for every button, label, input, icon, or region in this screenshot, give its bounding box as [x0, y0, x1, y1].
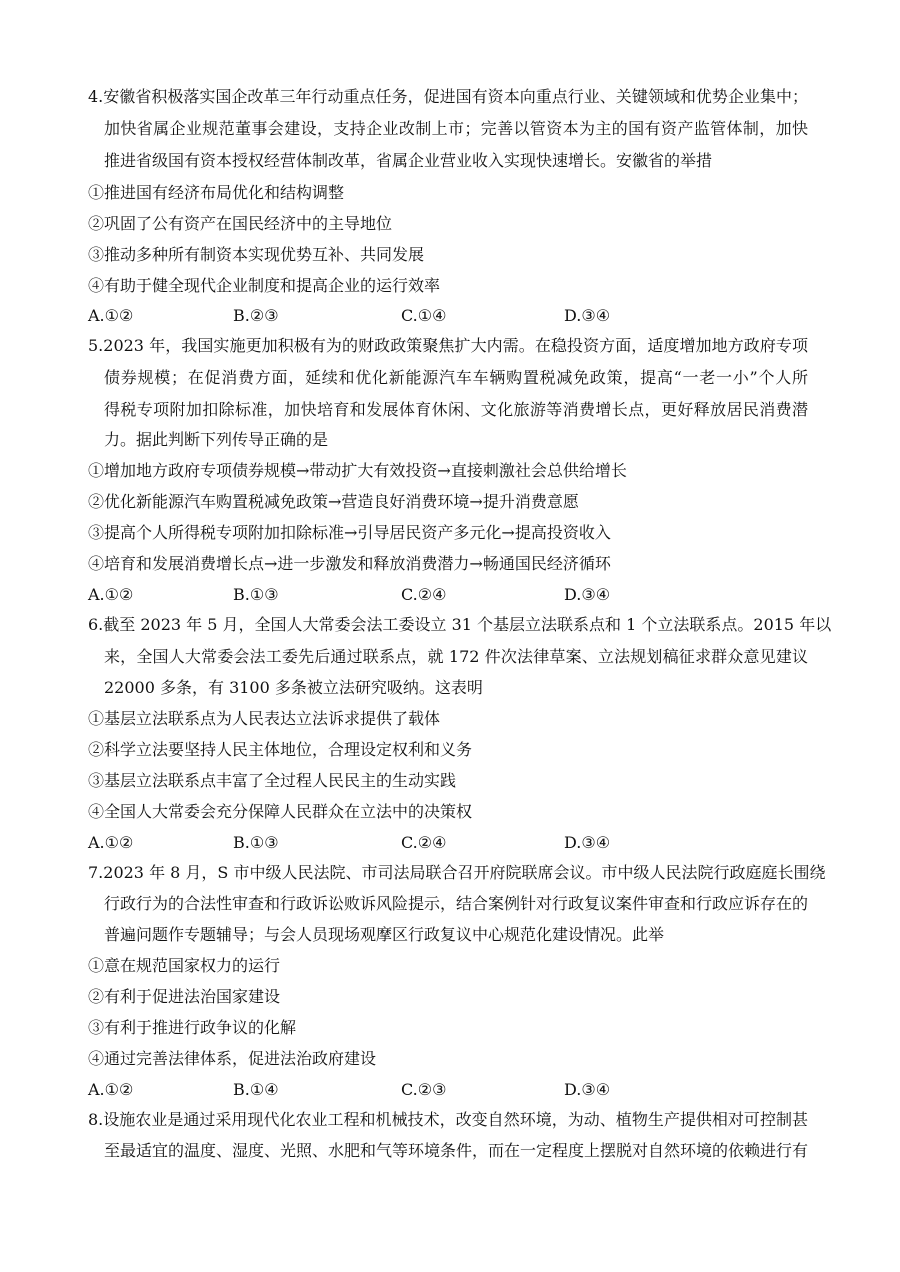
q6-stem-line-3: 22000 多条，有 3100 多条被立法研究吸纳。这表明: [104, 678, 483, 697]
q5-option-3: ③提高个人所得税专项附加扣除标准→引导居民资产多元化→提高投资收入: [88, 523, 611, 542]
q4-choice-d: D.③④: [564, 306, 611, 325]
q5-choice-d: D.③④: [564, 585, 611, 604]
q5-choices: [88, 584, 808, 606]
q6-stem-line-1: 6.截至 2023 年 5 月，全国人大常委会法工委设立 31 个基层立法联系点和 1 个立法联系点。2015 年以: [88, 615, 832, 634]
q7-choice-b: B.①④: [233, 1080, 279, 1099]
q4-choice-c: C.①④: [401, 306, 447, 325]
q4-choices: [88, 305, 808, 327]
q6-choices: [88, 832, 808, 854]
q5-option-2: ②优化新能源汽车购置税减免政策→营造良好消费环境→提升消费意愿: [88, 492, 579, 511]
q8-stem-line-2: 至最适宜的温度、湿度、光照、水肥和气等环境条件，而在一定程度上摆脱对自然环境的依赖进行有: [104, 1141, 809, 1160]
q6-stem-line-2: 来，全国人大常委会法工委先后通过联系点，就 172 件次法律草案、立法规划稿征求群众意见建议: [104, 647, 808, 666]
q6-choice-b: B.①③: [233, 833, 279, 852]
q6-option-2: ②科学立法要坚持人民主体地位，合理设定权利和义务: [88, 740, 473, 759]
q6-choice-a: A.①②: [88, 833, 134, 852]
q4-option-1: ①推进国有经济布局优化和结构调整: [88, 183, 345, 202]
q7-stem-line-1: 7.2023 年 8 月，S 市中级人民法院、市司法局联合召开府院联席会议。市中级人民法院行政庭庭长围绕: [88, 863, 826, 882]
q5-stem-line-1: 5.2023 年，我国实施更加积极有为的财政政策聚焦扩大内需。在稳投资方面，适度增加地方政府专项: [88, 336, 808, 355]
q7-choice-a: A.①②: [88, 1080, 134, 1099]
q5-stem-line-3: 得税专项附加扣除标准，加快培育和发展体育休闲、文化旅游等消费增长点，更好释放居民消费潜: [104, 400, 808, 419]
q5-stem-line-2: 债券规模；在促消费方面，延续和优化新能源汽车车辆购置税减免政策，提高“一老一小”个人所: [104, 368, 808, 387]
q7-option-3: ③有利于推进行政争议的化解: [88, 1018, 297, 1037]
q5-option-1: ①增加地方政府专项债券规模→带动扩大有效投资→直接刺激社会总供给增长: [88, 461, 627, 480]
q7-choices: [88, 1079, 808, 1101]
q5-choice-c: C.②④: [401, 585, 447, 604]
q4-stem-line-3: 推进省级国有资本授权经营体制改革，省属企业营业收入实现快速增长。安徽省的举措: [104, 151, 713, 170]
q7-choice-d: D.③④: [564, 1080, 611, 1099]
q4-option-4: ④有助于健全现代企业制度和提高企业的运行效率: [88, 276, 441, 295]
q4-choice-b: B.②③: [233, 306, 279, 325]
q4-option-2: ②巩固了公有资产在国民经济中的主导地位: [88, 214, 393, 233]
q4-choice-a: A.①②: [88, 306, 134, 325]
q5-stem-line-4: 力。据此判断下列传导正确的是: [104, 430, 329, 449]
q4-stem-line-1: 4.安徽省积极落实国企改革三年行动重点任务，促进国有资本向重点行业、关键领域和优势企业集中；: [88, 87, 808, 106]
q5-choice-a: A.①②: [88, 585, 134, 604]
q8-stem-line-1: 8.设施农业是通过采用现代化农业工程和机械技术，改变自然环境，为动、植物生产提供相对可控制甚: [88, 1110, 808, 1129]
q7-choice-c: C.②③: [401, 1080, 447, 1099]
q5-option-4: ④培育和发展消费增长点→进一步激发和释放消费潜力→畅通国民经济循环: [88, 554, 611, 573]
q5-choice-b: B.①③: [233, 585, 279, 604]
q7-stem-line-3: 普遍问题作专题辅导；与会人员现场观摩区行政复议中心规范化建设情况。此举: [104, 925, 665, 944]
q7-option-1: ①意在规范国家权力的运行: [88, 956, 281, 975]
q4-stem-line-2: 加快省属企业规范董事会建设，支持企业改制上市；完善以管资本为主的国有资产监管体制，加快: [104, 119, 808, 138]
q6-option-3: ③基层立法联系点丰富了全过程人民民主的生动实践: [88, 771, 457, 790]
q6-choice-c: C.②④: [401, 833, 447, 852]
q7-stem-line-2: 行政行为的合法性审查和行政诉讼败诉风险提示，结合案例针对行政复议案件审查和行政应诉存在的: [104, 894, 809, 913]
q4-option-3: ③推动多种所有制资本实现优势互补、共同发展: [88, 245, 425, 264]
q6-option-1: ①基层立法联系点为人民表达立法诉求提供了载体: [88, 709, 441, 728]
q7-option-4: ④通过完善法律体系，促进法治政府建设: [88, 1049, 377, 1068]
q6-choice-d: D.③④: [564, 833, 611, 852]
q6-option-4: ④全国人大常委会充分保障人民群众在立法中的决策权: [88, 802, 473, 821]
q7-option-2: ②有利于促进法治国家建设: [88, 987, 281, 1006]
